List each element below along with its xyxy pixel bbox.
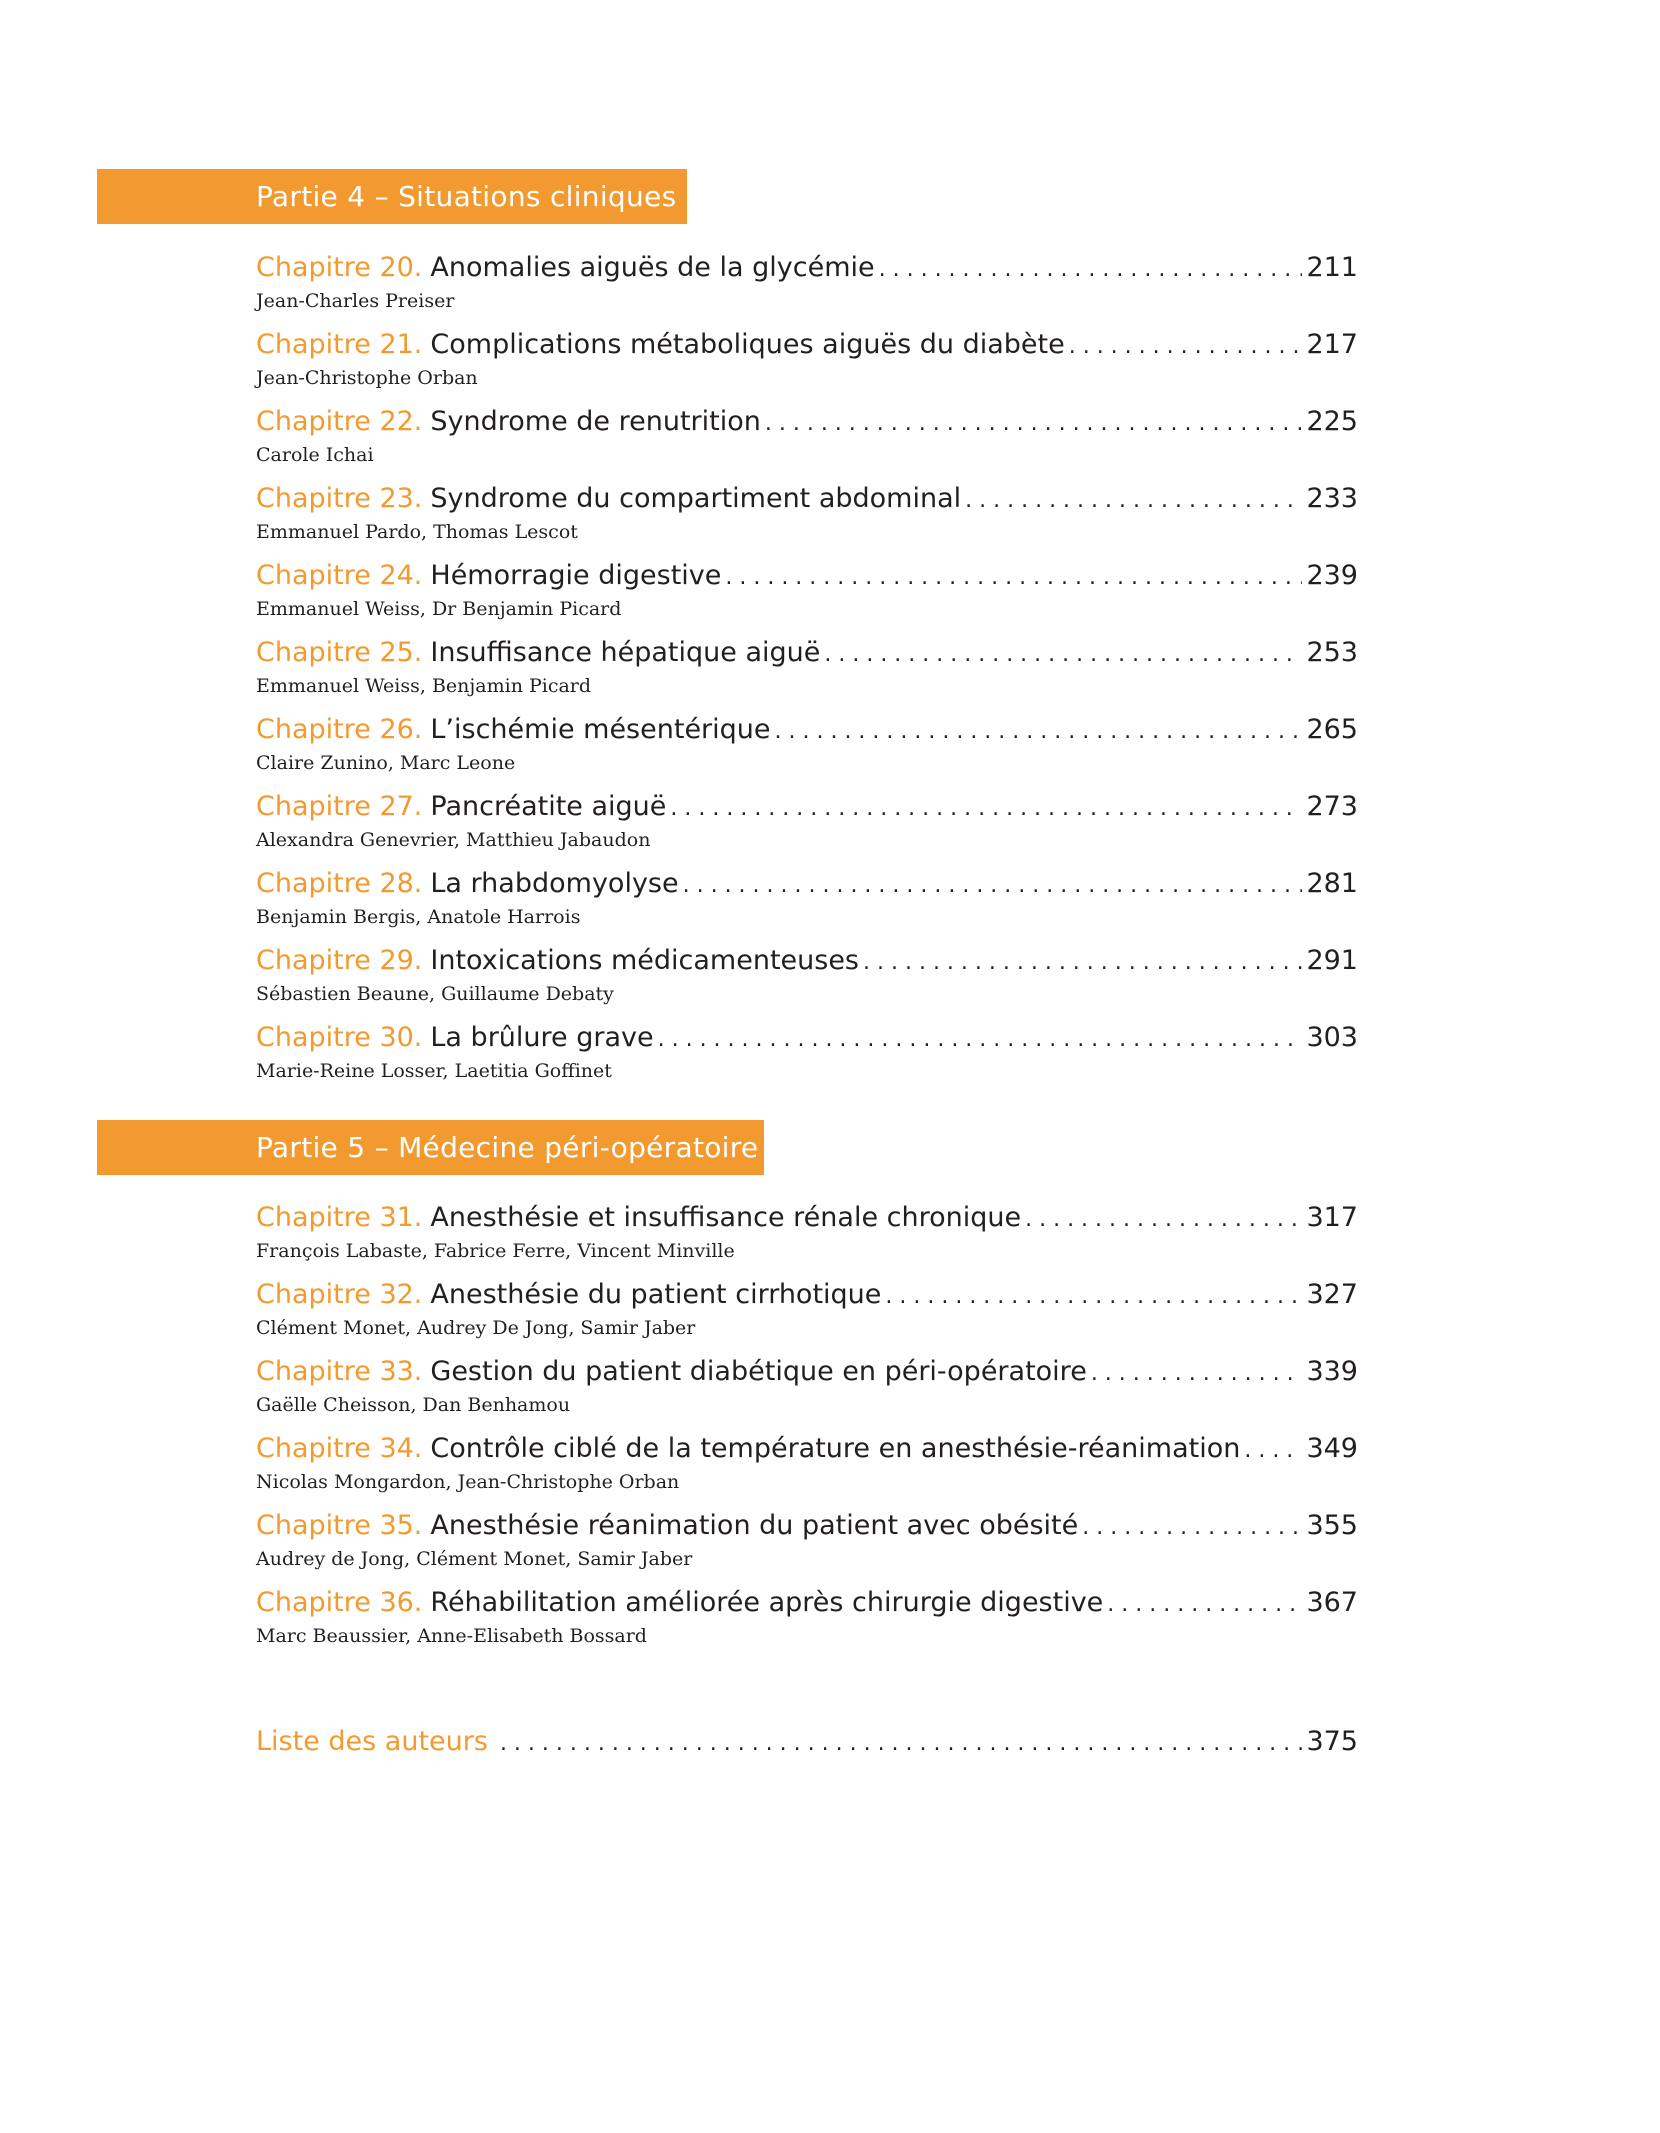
page-number: 233 xyxy=(1306,483,1358,514)
chapter-title[interactable]: Gestion du patient diabétique en péri-opératoire xyxy=(430,1356,1087,1387)
chapter-title[interactable]: Contrôle ciblé de la température en anesthésie-réanimation xyxy=(430,1433,1241,1464)
toc-entry[interactable] xyxy=(256,558,1358,635)
chapter-title[interactable]: La rhabdomyolyse xyxy=(430,868,679,899)
dot-leader xyxy=(824,637,1302,673)
part-4-chapter-list xyxy=(256,250,1358,1097)
chapter-label: Chapitre 25. xyxy=(256,637,423,668)
chapter-authors: Clément Monet, Audrey De Jong, Samir Jaber xyxy=(256,1317,696,1339)
dot-leader xyxy=(500,1726,1303,1762)
page-number: 253 xyxy=(1306,637,1358,668)
chapter-label: Chapitre 36. xyxy=(256,1587,423,1618)
dot-leader xyxy=(879,252,1303,288)
chapter-title[interactable]: Intoxications médicamenteuses xyxy=(430,945,860,976)
toc-entry[interactable] xyxy=(256,866,1358,943)
chapter-label: Chapitre 28. xyxy=(256,868,423,899)
chapter-label: Chapitre 21. xyxy=(256,329,423,360)
page-number: 265 xyxy=(1306,714,1358,745)
chapter-authors: Audrey de Jong, Clément Monet, Samir Jaber xyxy=(256,1548,693,1570)
chapter-label: Chapitre 32. xyxy=(256,1279,423,1310)
authors-list-label[interactable]: Liste des auteurs xyxy=(256,1726,488,1757)
chapter-title[interactable]: Anomalies aiguës de la glycémie xyxy=(430,252,875,283)
dot-leader xyxy=(683,868,1303,904)
page-number: 355 xyxy=(1306,1510,1358,1541)
chapter-title[interactable]: Anesthésie du patient cirrhotique xyxy=(430,1279,882,1310)
dot-leader xyxy=(965,483,1302,519)
chapter-label: Chapitre 34. xyxy=(256,1433,423,1464)
toc-entry[interactable] xyxy=(256,1020,1358,1097)
page-number: 273 xyxy=(1306,791,1358,822)
chapter-label: Chapitre 26. xyxy=(256,714,423,745)
chapter-authors: Alexandra Genevrier, Matthieu Jabaudon xyxy=(256,829,651,851)
part-4-title: Partie 4 – Situations cliniques xyxy=(256,180,677,213)
chapter-title[interactable]: Anesthésie et insuffisance rénale chronique xyxy=(430,1202,1022,1233)
toc-entry[interactable] xyxy=(256,635,1358,712)
chapter-label: Chapitre 33. xyxy=(256,1356,423,1387)
chapter-label: Chapitre 35. xyxy=(256,1510,423,1541)
chapter-label: Chapitre 22. xyxy=(256,406,423,437)
chapter-label: Chapitre 27. xyxy=(256,791,423,822)
toc-entry[interactable] xyxy=(256,481,1358,558)
page-number: 225 xyxy=(1306,406,1358,437)
chapter-authors: Jean-Charles Preiser xyxy=(256,290,455,312)
chapter-title[interactable]: Insuffisance hépatique aiguë xyxy=(430,637,821,668)
chapter-label: Chapitre 20. xyxy=(256,252,423,283)
chapter-title[interactable]: Complications métaboliques aiguës du diabète xyxy=(430,329,1065,360)
chapter-label: Chapitre 31. xyxy=(256,1202,423,1233)
dot-leader xyxy=(1244,1433,1302,1469)
chapter-title[interactable]: Pancréatite aiguë xyxy=(430,791,667,822)
dot-leader xyxy=(1069,329,1303,365)
chapter-label: Chapitre 29. xyxy=(256,945,423,976)
chapter-authors: Claire Zunino, Marc Leone xyxy=(256,752,516,774)
toc-entry[interactable] xyxy=(256,250,1358,327)
part-5-header xyxy=(97,1120,764,1175)
page-number: 211 xyxy=(1306,252,1358,283)
chapter-title[interactable]: Syndrome du compartiment abdominal xyxy=(430,483,962,514)
chapter-authors: Marc Beaussier, Anne-Elisabeth Bossard xyxy=(256,1625,647,1647)
chapter-authors: Sébastien Beaune, Guillaume Debaty xyxy=(256,983,614,1005)
chapter-authors: François Labaste, Fabrice Ferre, Vincent Minville xyxy=(256,1240,735,1262)
dot-leader xyxy=(765,406,1303,442)
chapter-authors: Emmanuel Pardo, Thomas Lescot xyxy=(256,521,578,543)
page-number: 217 xyxy=(1306,329,1358,360)
dot-leader xyxy=(1107,1587,1302,1623)
page-number: 317 xyxy=(1306,1202,1358,1233)
toc-entry[interactable] xyxy=(256,712,1358,789)
chapter-title[interactable]: Hémorragie digestive xyxy=(430,560,722,591)
toc-entry[interactable] xyxy=(256,789,1358,866)
page-number: 339 xyxy=(1306,1356,1358,1387)
chapter-authors: Gaëlle Cheisson, Dan Benhamou xyxy=(256,1394,571,1416)
dot-leader xyxy=(1025,1202,1302,1238)
chapter-authors: Emmanuel Weiss, Benjamin Picard xyxy=(256,675,592,697)
chapter-authors: Marie-Reine Losser, Laetitia Goffinet xyxy=(256,1060,612,1082)
dot-leader xyxy=(725,560,1302,596)
page-number: 281 xyxy=(1306,868,1358,899)
page-number: 239 xyxy=(1306,560,1358,591)
toc-entry[interactable] xyxy=(256,1508,1358,1585)
chapter-title[interactable]: Réhabilitation améliorée après chirurgie digestive xyxy=(430,1587,1104,1618)
chapter-authors: Carole Ichai xyxy=(256,444,374,466)
page-number: 291 xyxy=(1306,945,1358,976)
toc-entry[interactable] xyxy=(256,1354,1358,1431)
dot-leader xyxy=(1091,1356,1303,1392)
toc-entry[interactable] xyxy=(256,1277,1358,1354)
dot-leader xyxy=(863,945,1302,981)
part-4-header xyxy=(97,169,687,224)
dot-leader xyxy=(1082,1510,1302,1546)
chapter-authors: Nicolas Mongardon, Jean-Christophe Orban xyxy=(256,1471,680,1493)
chapter-label: Chapitre 23. xyxy=(256,483,423,514)
authors-list-entry[interactable] xyxy=(256,1724,1358,1762)
page-number: 367 xyxy=(1306,1587,1358,1618)
chapter-title[interactable]: L’ischémie mésentérique xyxy=(430,714,771,745)
chapter-label: Chapitre 30. xyxy=(256,1022,423,1053)
dot-leader xyxy=(885,1279,1302,1315)
toc-entry[interactable] xyxy=(256,327,1358,404)
chapter-title[interactable]: La brûlure grave xyxy=(430,1022,654,1053)
toc-entry[interactable] xyxy=(256,1431,1358,1508)
toc-entry[interactable] xyxy=(256,1585,1358,1662)
chapter-authors: Emmanuel Weiss, Dr Benjamin Picard xyxy=(256,598,622,620)
dot-leader xyxy=(775,714,1303,750)
chapter-title[interactable]: Anesthésie réanimation du patient avec obésité xyxy=(430,1510,1079,1541)
chapter-authors: Jean-Christophe Orban xyxy=(256,367,478,389)
page-number: 349 xyxy=(1306,1433,1358,1464)
chapter-label: Chapitre 24. xyxy=(256,560,423,591)
dot-leader xyxy=(658,1022,1303,1058)
dot-leader xyxy=(670,791,1302,827)
page-number: 375 xyxy=(1306,1726,1358,1757)
toc-entry[interactable] xyxy=(256,1200,1358,1277)
chapter-title[interactable]: Syndrome de renutrition xyxy=(430,406,761,437)
page-number: 327 xyxy=(1306,1279,1358,1310)
part-5-chapter-list xyxy=(256,1200,1358,1662)
page-number: 303 xyxy=(1306,1022,1358,1053)
toc-entry[interactable] xyxy=(256,943,1358,1020)
chapter-authors: Benjamin Bergis, Anatole Harrois xyxy=(256,906,581,928)
part-5-title: Partie 5 – Médecine péri-opératoire xyxy=(256,1131,759,1164)
toc-entry[interactable] xyxy=(256,404,1358,481)
